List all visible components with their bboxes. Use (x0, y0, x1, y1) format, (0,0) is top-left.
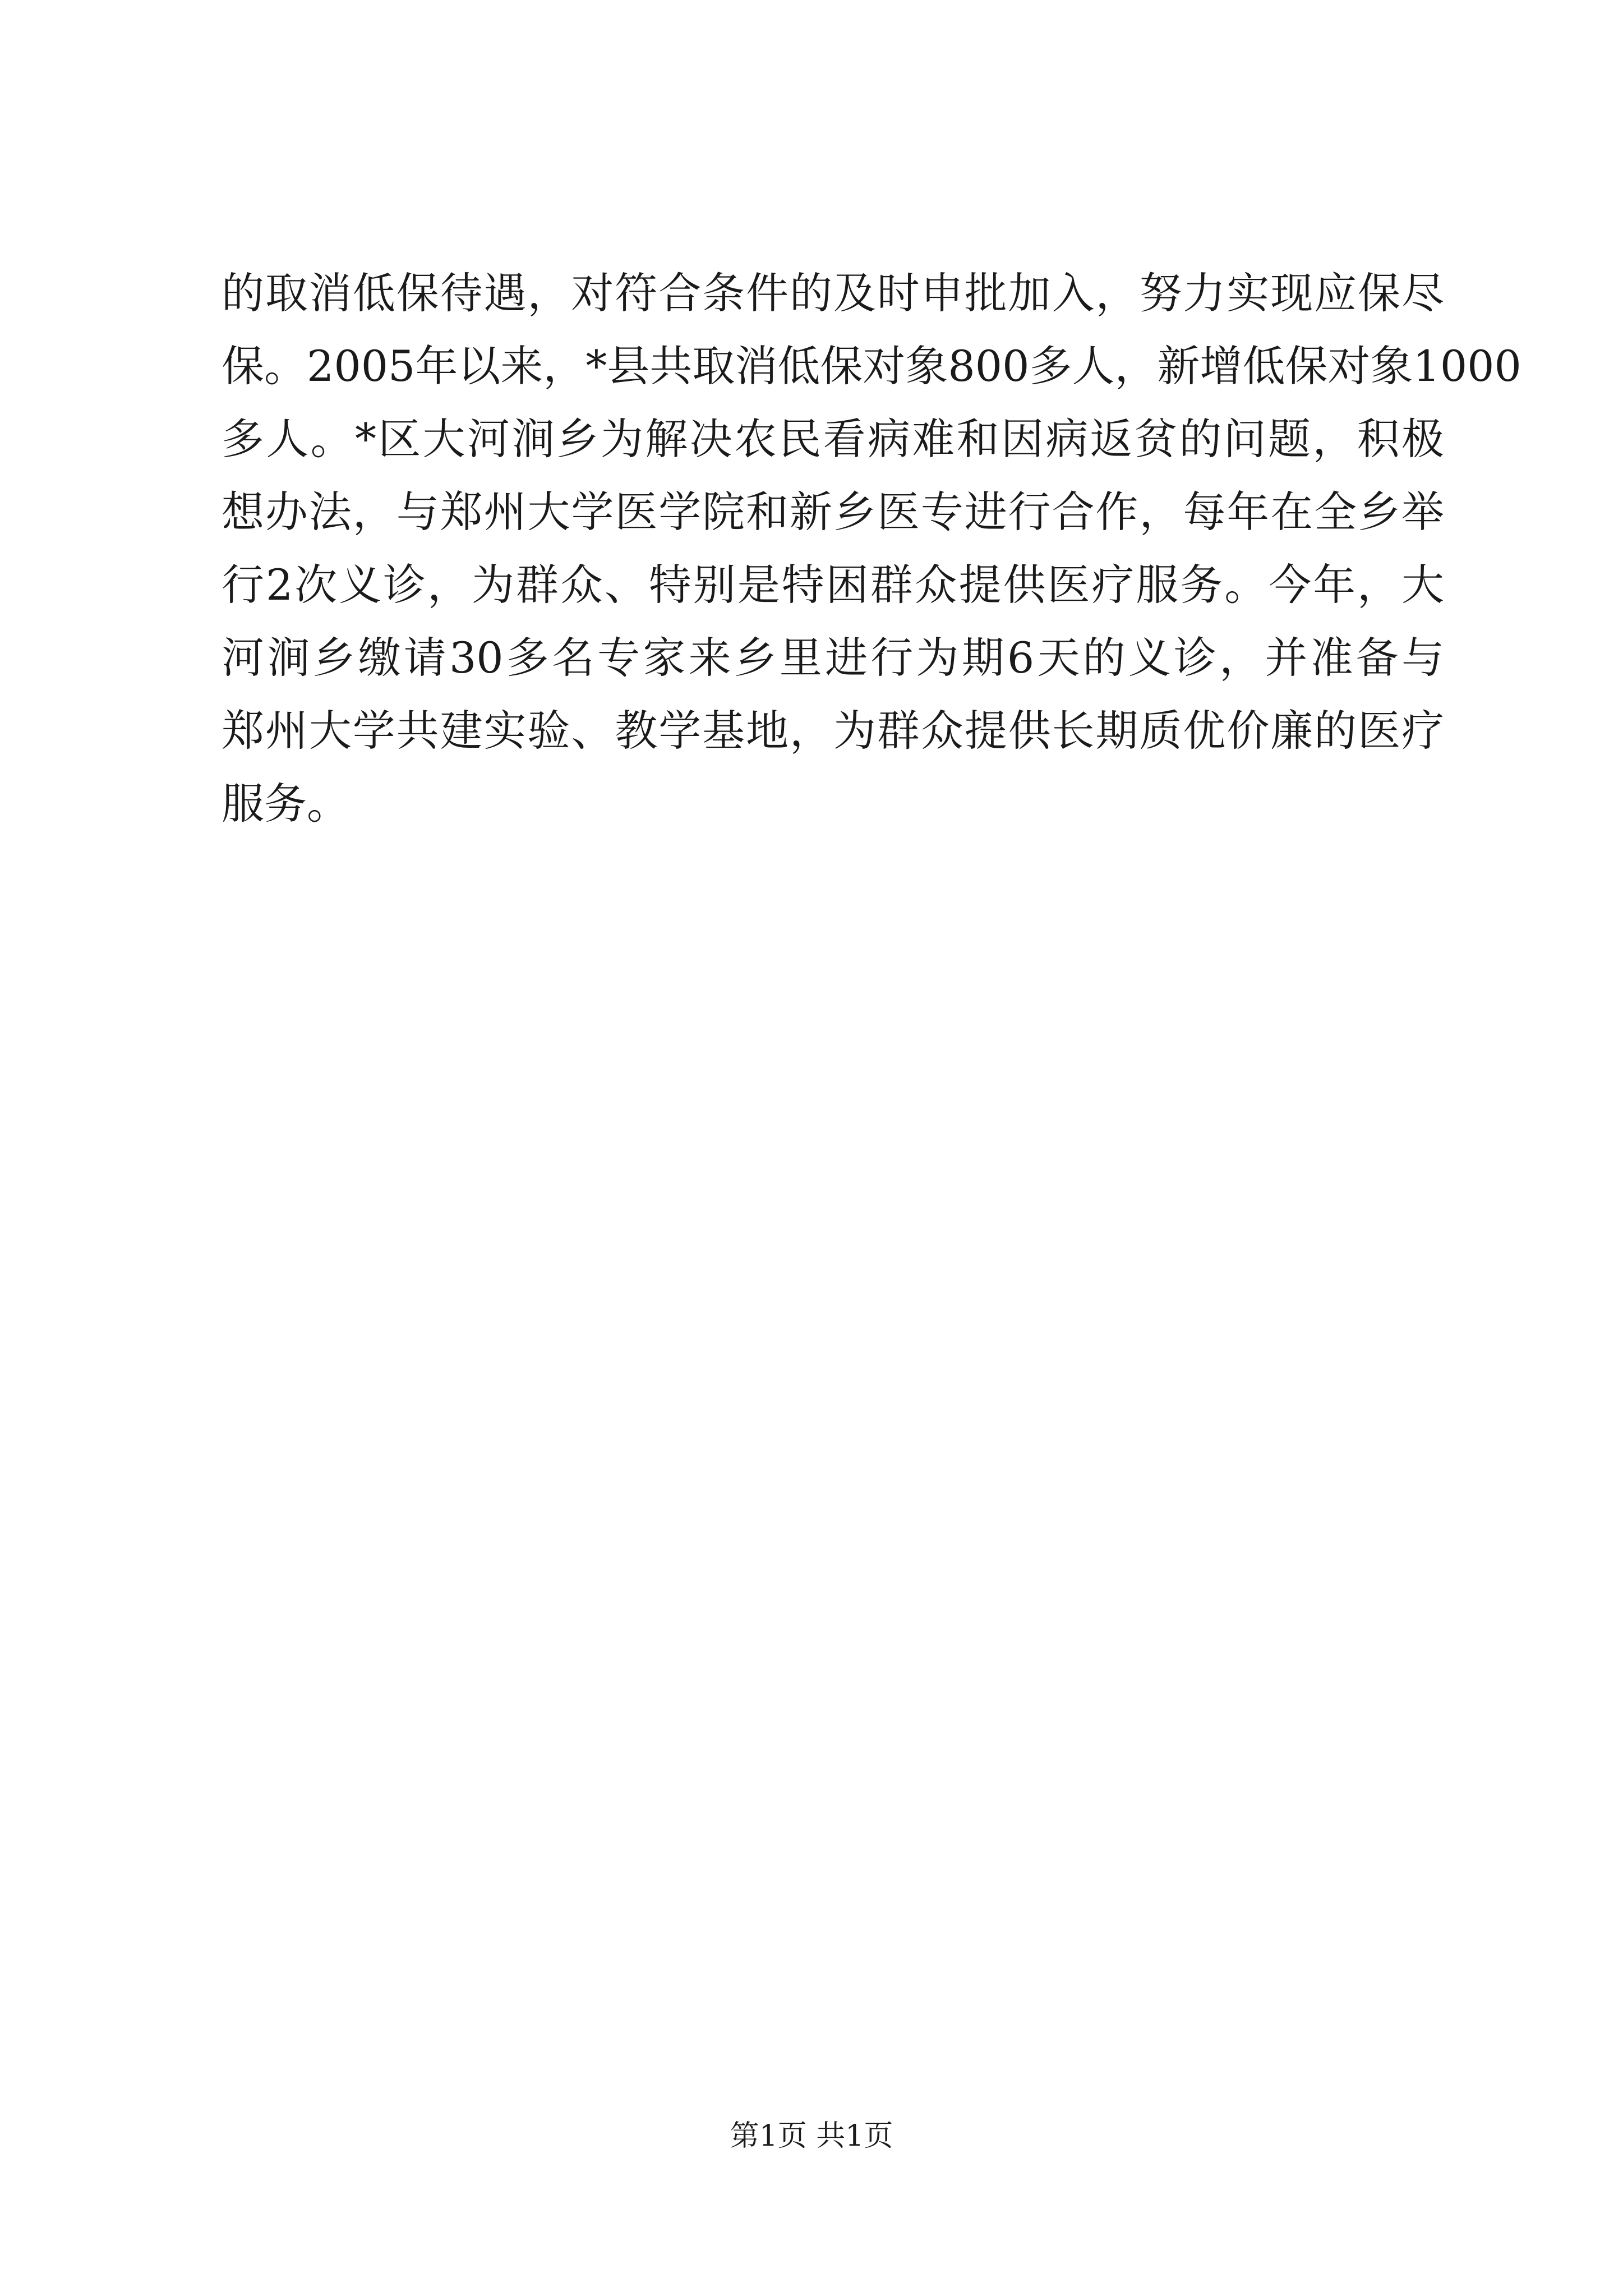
paragraph-line: 郑州大学共建实验、教学基地，为群众提供长期质优价廉的医疗 (222, 706, 1444, 756)
paragraph-line: 想办法，与郑州大学医学院和新乡医专进行合作，每年在全乡举 (222, 487, 1444, 537)
paragraph-line: 多人。*区大河涧乡为解决农民看病难和因病返贫的问题，积极 (222, 414, 1444, 464)
paragraph-line: 的取消低保待遇，对符合条件的及时申批加入，努力实现应保尽 (222, 268, 1444, 318)
paragraph-line: 行2次义诊，为群众、特别是特困群众提供医疗服务。今年，大 (222, 560, 1444, 610)
paragraph-line: 服务。 (222, 779, 349, 829)
body-paragraph (222, 257, 1521, 840)
page-number-footer: 第1页 共1页 (730, 2119, 893, 2153)
paragraph-line: 保。2005年以来，*县共取消低保对象800多人，新增低保对象1000 (222, 341, 1521, 391)
paragraph-line: 河涧乡缴请30多名专家来乡里进行为期6天的义诊，并准备与 (222, 633, 1444, 683)
